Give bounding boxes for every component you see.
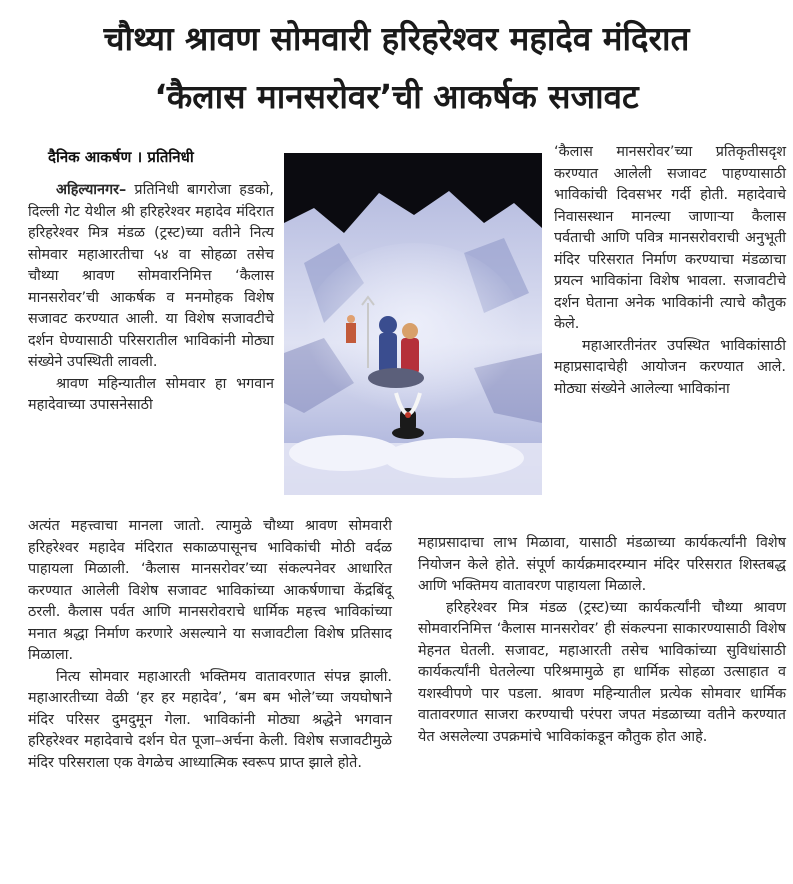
article-column-1 [28, 180, 274, 417]
paragraph-2-start: श्रावण महिन्यातील सोमवार हा भगवान महादेवाच्या उपासनेसाठी [28, 375, 274, 413]
paragraph-2-continued: अत्यंत महत्त्वाचा मानला जातो. त्यामुळे चौथ्या श्रावण सोमवारी हरिहरेश्वर महादेव मंदिरात सकाळपासूनच भाविकांची मोठी वर्दळ पाहायला मिळाली. ‘कैलास मानसरोवर’च्या संकल्पनेवर आधारित करण्यात आलेली विशेष सजावट भाविकांच्या आकर्षणाचा केंद्रबिंदू ठरली. कैलास पर्वत आणि मानसरोवराचे धार्मिक महत्त्व भाविकांच्या मनात श्रद्धा निर्माण करणारे असल्याने या सजावटीला विशेष प्रतिसाद मिळाला. [28, 518, 392, 663]
paragraph-6: हरिहरेश्वर मित्र मंडळ (ट्रस्ट)च्या कार्यकर्त्यांनी चौथ्या श्रावण सोमवारनिमित्त ‘कैलास मानसरोवर’ ही संकल्पना साकारण्यासाठी विशेष मेहनत घेतली. सजावट, महाआरती तसेच भाविकांच्या सुविधांसाठी कार्यकर्त्यांनी घेतलेल्या परिश्रमामुळे हा धार्मिक सोहळा उत्साहात व यशस्वीपणे पार पडला. श्रावण महिन्यातील प्रत्येक सोमवार धार्मिक वातावरणात साजरा करण्याची परंपरा जपत मंडळाच्या वतीने करण्यात येत असलेल्या उपक्रमांचे भाविकांकडून कौतुक होत आहे. [418, 599, 786, 745]
paragraph-3: नित्य सोमवार महाआरती भक्तिमय वातावरणात संपन्न झाली. महाआरतीच्या वेळी ‘हर हर महादेव’, ‘बम बम भोले’च्या जयघोषाने मंदिर परिसर दुमदुमून गेला. भाविकांनी मोठ्या श्रद्धेने भगवान हरिहरेश्वर महादेवाचे दर्शन घेत पूजा–अर्चना केली. विशेष सजावटीमुळे मंदिर परिसराला एक वेगळेच आध्यात्मिक स्वरूप प्राप्त झाले होते. [28, 668, 392, 771]
headline-line-2: ‘कैलास मानसरोवर’ची आकर्षक सजावट [154, 77, 639, 116]
photo-illustration [284, 153, 542, 495]
paragraph-4: ‘कैलास मानसरोवर’च्या प्रतिकृतीसदृश करण्यात आलेली सजावट पाहण्यासाठी भाविकांची दिवसभर गर्दी होती. महादेवाचे निवासस्थान मानल्या जाणाऱ्या कैलास पर्वताची आणि पवित्र मानसरोवराची अनुभूती मंदिर परिसरात निर्माण करण्याचा मंडळाचा प्रयत्न भाविकांना विशेष भावला. सजावटीचे दर्शन घेताना अनेक भाविकांनी त्याचे कौतुक केले. [554, 144, 786, 332]
paragraph-5-continued: महाप्रसादाचा लाभ मिळावा, यासाठी मंडळाच्या कार्यकर्त्यांनी विशेष नियोजन केले होते. संपूर्ण कार्यक्रमादरम्यान मंदिर परिसरात शिस्तबद्ध आणि भक्तिमय वातावरण पाहायला मिळाले. [418, 535, 786, 594]
article-column-2 [554, 142, 786, 400]
byline: दैनिक आकर्षण । प्रतिनिधी [48, 148, 194, 166]
headline-line-1: चौथ्या श्रावण सोमवारी हरिहरेश्वर महादेव मंदिरात [103, 19, 690, 58]
kailas-decoration-photo [284, 153, 542, 495]
article-column-1-lower [28, 516, 392, 774]
dateline-location: अहिल्यानगर– [56, 182, 127, 198]
article-column-2-lower [418, 533, 786, 748]
paragraph-5-start: महाआरतीनंतर उपस्थित भाविकांसाठी महाप्रसादाचेही आयोजन करण्यात आले. मोठ्या संख्येने आलेल्या भाविकांना [554, 337, 786, 397]
paragraph-1-text: प्रतिनिधी बागरोजा हडको, दिल्ली गेट येथील श्री हरिहरेश्वर महादेव मंदिरात हरिहरेश्वर मित्र मंडळ (ट्रस्ट)च्या वतीने नित्य सोमवार महाआरतीचा ५४ वा सोहळा तसेच चौथ्या श्रावण सोमवारनिमित्त ‘कैलास मानसरोवर’ची आकर्षक व मनमोहक विशेष सजावट करण्यात आली. या विशेष सजावटीचे दर्शन घेण्यासाठी परिसरातील भाविकांनी मोठ्या संख्येने उपस्थिती लावली. [28, 182, 274, 370]
small-deity-left [346, 315, 356, 343]
paragraph-1 [28, 180, 274, 374]
